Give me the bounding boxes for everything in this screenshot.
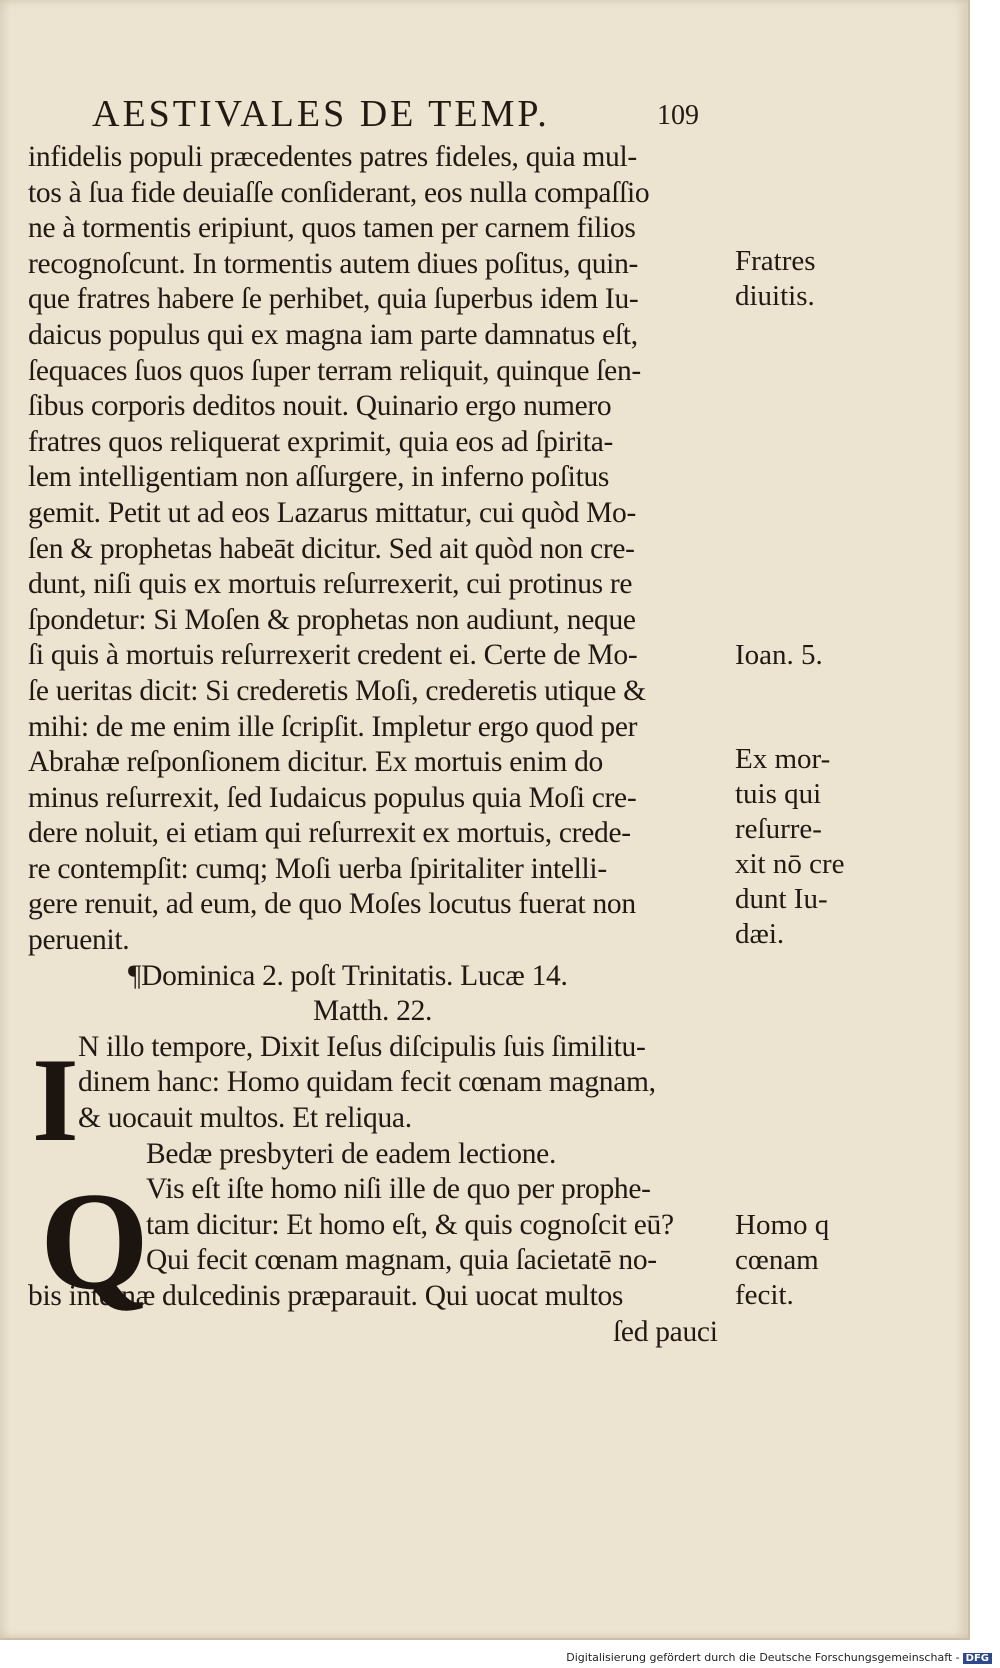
- text-line: minus reſurrexit, ſed Iudaicus populus quia Moſi cre-: [28, 781, 637, 814]
- catchword: ſed pauci: [613, 1315, 718, 1348]
- margin-note-line: fecit.: [735, 1279, 794, 1311]
- gospel-line: dinem hanc: Homo quidam fecit cœnam magnam,: [78, 1066, 656, 1099]
- margin-note-line: Homo q: [735, 1209, 830, 1241]
- text-line: peruenit.: [28, 924, 130, 957]
- dfg-logo: DFG: [963, 1653, 992, 1664]
- margin-note-line: tuis qui: [735, 778, 822, 810]
- text-line: ſequaces ſuos quos ſuper terram reliquit, quinque ſen-: [28, 354, 641, 387]
- homily-line: Qui fecit cœnam magnam, quia ſacietatē no-: [146, 1244, 657, 1277]
- digitization-credit: [566, 1651, 992, 1664]
- gospel-line: & uocauit multos. Et reliqua.: [78, 1102, 412, 1135]
- text-line: ſi quis à mortuis reſurrexerit credent ei. Certe de Mo-: [28, 639, 638, 672]
- homily-heading: Bedæ presbyteri de eadem lectione.: [146, 1137, 557, 1170]
- margin-note-line: Ex mor-: [735, 743, 831, 775]
- margin-note-line: diuitis.: [735, 280, 815, 312]
- margin-note-line: dæi.: [735, 918, 785, 950]
- margin-note-homo: [735, 1208, 965, 1313]
- text-line: gemit. Petit ut ad eos Lazarus mittatur, cui quòd Mo-: [28, 496, 637, 529]
- margin-note-line: Ioan. 5.: [735, 639, 823, 671]
- text-line: fratres quos reliquerat exprimit, quia eos ad ſpirita-: [28, 425, 614, 458]
- text-line: ſpondetur: Si Moſen & prophetas non audiunt, neque: [28, 603, 636, 636]
- margin-note-line: Fratres: [735, 245, 816, 277]
- text-line: ſe ueritas dicit: Si crederetis Moſi, crederetis utique &: [28, 674, 646, 707]
- text-line: daicus populus qui ex magna iam parte damnatus eſt,: [28, 318, 638, 351]
- credit-text: Digitalisierung gefördert durch die Deutsche Forschungsgemeinschaft -: [566, 1651, 960, 1664]
- section-heading-reference: Matth. 22.: [313, 995, 433, 1028]
- text-line: ſibus corporis deditos nouit. Quinario ergo numero: [28, 390, 612, 423]
- text-line: tos à ſua fide deuiaſſe conſiderant, eos nulla compaſſio: [28, 176, 650, 209]
- gospel-line: N illo tempore, Dixit Ieſus diſcipulis ſuis ſimilitu-: [78, 1030, 646, 1063]
- running-title: AESTIVALES DE TEMP.: [92, 93, 550, 135]
- margin-note-fratres: [735, 244, 965, 314]
- running-header: [92, 92, 732, 140]
- text-line: recognoſcunt. In tormentis autem diues poſitus, quin-: [28, 247, 639, 280]
- margin-note-ioan: [735, 638, 965, 673]
- margin-note-line: reſurre-: [735, 813, 822, 845]
- margin-note-ex-mortuis: [735, 742, 965, 952]
- text-line: re contempſit: cumq; Moſi uerba ſpiritaliter intelli-: [28, 852, 607, 885]
- text-line: ne à tormentis eripiunt, quos tamen per carnem filios: [28, 212, 636, 245]
- text-line: mihi: de me enim ille ſcripſit. Impletur ergo quod per: [28, 710, 638, 743]
- text-line: infidelis populi præcedentes patres fideles, quia mul-: [28, 141, 637, 173]
- margin-note-line: dunt Iu-: [735, 883, 828, 915]
- text-line: dere noluit, ei etiam qui reſurrexit ex mortuis, crede-: [28, 817, 631, 850]
- text-line: gere renuit, ad eum, de quo Moſes locutus fuerat non: [28, 888, 636, 921]
- drop-cap-initial-q: Q: [40, 1164, 149, 1319]
- margin-note-line: cœnam: [735, 1244, 819, 1276]
- folio-number: 109: [657, 100, 699, 131]
- homily-line: bis internæ dulcedinis præparauit. Qui uocat multos: [28, 1280, 624, 1312]
- text-line: ſen & prophetas habeāt dicitur. Sed ait quòd non cre-: [28, 532, 635, 565]
- text-line: dunt, niſi quis ex mortuis reſurrexerit, cui protinus re: [28, 568, 633, 601]
- homily-line: Vis eſt iſte homo niſi ille de quo per prophe-: [146, 1173, 651, 1206]
- section-heading: ¶Dominica 2. poſt Trinitatis. Lucæ 14.: [128, 959, 568, 992]
- text-line: Abrahæ reſponſionem dicitur. Ex mortuis enim do: [28, 746, 603, 779]
- text-line: lem intelligentiam non aſſurgere, in inferno poſitus: [28, 461, 610, 494]
- margin-note-line: xit nō cre: [735, 848, 845, 880]
- drop-cap-initial-i: I: [32, 1033, 79, 1166]
- homily-line: tam dicitur: Et homo eſt, & quis cognoſcit eū?: [146, 1208, 674, 1241]
- text-line: que fratres habere ſe perhibet, quia ſuperbus idem Iu-: [28, 283, 639, 316]
